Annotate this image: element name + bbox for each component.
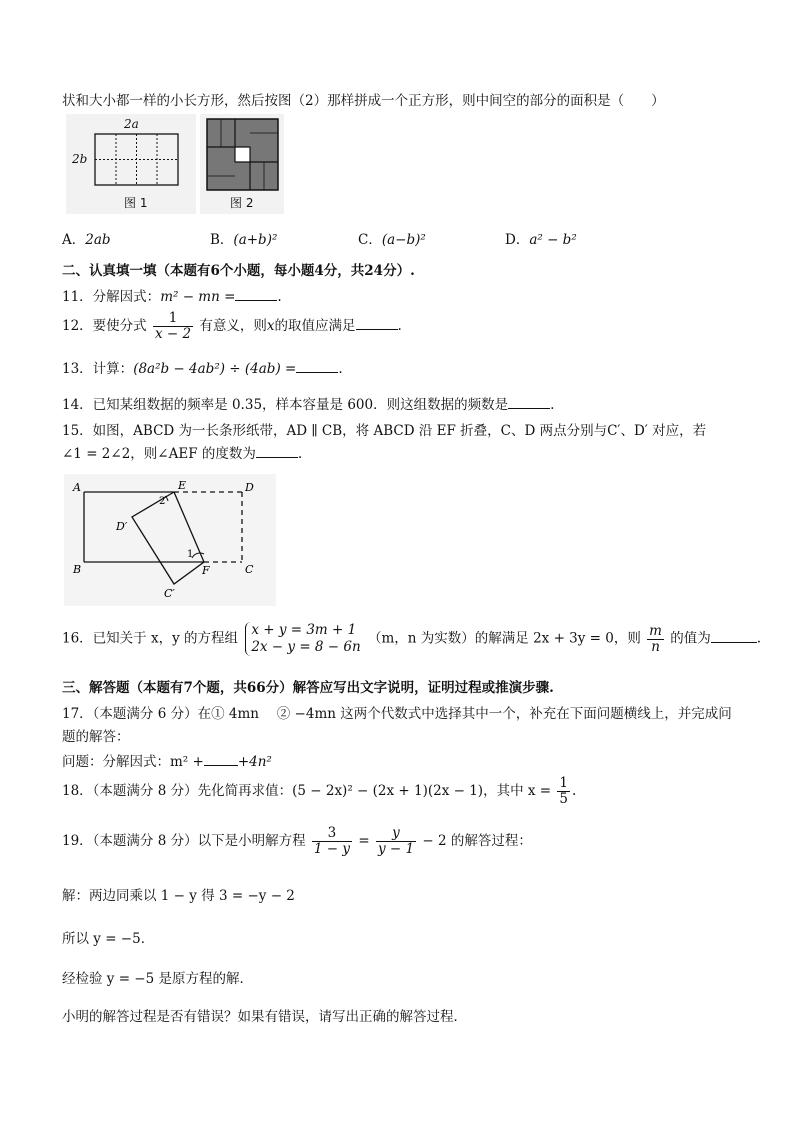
fig1-left-label: 2b	[72, 152, 88, 166]
option-c: C．(a−b)²	[358, 232, 426, 248]
label-c-prime: C′	[164, 587, 175, 600]
q18: 18．（本题满分 8 分）先化简再求值：(5 − 2x)² − (2x + 1)(2x − 1)，其中 x = $\frac{1}{5}$ .	[62, 775, 577, 807]
q12-fraction: $\frac{1}{x - 2}$	[154, 310, 192, 342]
option-b: B．(a+b)²	[210, 232, 278, 248]
q15-answer-blank	[256, 445, 298, 458]
label-e: E	[178, 479, 187, 492]
angle-2-label: 2	[159, 496, 166, 507]
q17-line3: 问题：分解因式：m² + +4n²	[62, 754, 272, 770]
q11-answer-blank	[235, 288, 277, 301]
label-d: D	[245, 481, 254, 494]
q17-line2: 题的解答：	[62, 729, 130, 745]
q15-line2: ∠1 = 2∠2，则∠AEF 的度数为 .	[62, 446, 303, 462]
q12: 12．要使分式 $\frac{1}{x - 2}$ 有意义，则x的取值应满足 .	[62, 310, 402, 342]
q19-solution-step3: 经检验 y = −5 是原方程的解．	[62, 971, 254, 987]
label-b: B	[73, 563, 82, 576]
q11: 11．分解因式：m² − mn = .	[62, 289, 282, 305]
label-a: A	[73, 481, 81, 494]
fig1-top-label: 2a	[124, 117, 139, 131]
label-f: F	[202, 564, 210, 577]
option-a: A．2ab	[62, 232, 111, 248]
q16-fraction: $\frac{m}{n}$	[649, 622, 662, 655]
q19-fraction-left: $\frac{3}{1 - y}$	[313, 825, 351, 857]
q13: 13．计算：(8a²b − 4ab²) ÷ (4ab) = .	[62, 361, 343, 377]
q19-fraction-right: $\frac{y}{y - 1}$	[377, 825, 415, 857]
q18-fraction: $\frac{1}{5}$	[559, 775, 568, 807]
option-d: D．a² − b²	[505, 232, 577, 248]
q12-answer-blank	[356, 317, 398, 330]
figure-2	[200, 114, 284, 214]
q19: 19．（本题满分 8 分）以下是小明解方程 $\frac{3}{1 - y}$ = $\frac{y}{y - 1}$ − 2 的解答过程：	[62, 825, 532, 857]
q17-answer-blank	[204, 753, 238, 766]
q14-answer-blank	[508, 396, 550, 409]
q16-equation-system: x + y = 3m + 1 2x − y = 8 − 6n	[245, 622, 360, 656]
figure-1	[66, 114, 196, 214]
q15-line1: 15．如图，ABCD 为一长条形纸带，AD ∥ CB，将 ABCD 沿 EF 折叠，C、D 两点分别与C′、D′ 对应，若	[62, 423, 707, 439]
q19-solution-step2: 所以 y = −5．	[62, 931, 155, 947]
label-d-prime: D′	[116, 520, 128, 533]
q16: 16．已知关于 x，y 的方程组 x + y = 3m + 1 2x − y = 8 − 6n （m，n 为实数）的解满足 2x + 3y = 0，则 $\frac{m}{n}$ 的值为 .	[62, 622, 762, 655]
q13-answer-blank	[296, 360, 338, 373]
q10-text: 状和大小都一样的小长方形，然后按图（2）那样拼成一个正方形，则中间空的部分的面积是（ ）	[62, 93, 665, 109]
section-2-heading: 二、认真填一填（本题有6个小题，每小题4分，共24分）.	[62, 263, 415, 279]
label-c: C	[245, 563, 254, 576]
q19-question: 小明的解答过程是否有错误？如果有错误，请写出正确的解答过程．	[62, 1009, 467, 1025]
fig1-caption: 图 1	[124, 196, 148, 210]
q17-line1: 17．（本题满分 6 分）在① 4mn ② −4mn 这两个代数式中选择其中一个，补充在下面问题横线上，并完成问	[62, 706, 732, 722]
q14: 14．已知某组数据的频率是 0.35，样本容量是 600．则这组数据的频数是 .	[62, 397, 555, 413]
fig2-caption: 图 2	[230, 196, 254, 210]
q16-answer-blank	[711, 630, 757, 643]
q15-figure	[64, 474, 276, 606]
q19-solution-step1: 解：两边同乘以 1 − y 得 3 = −y − 2	[62, 888, 295, 904]
angle-1-label: 1	[187, 549, 194, 560]
section-3-heading: 三、解答题（本题有7个题，共66分）解答应写出文字说明，证明过程或推演步骤.	[62, 680, 554, 696]
